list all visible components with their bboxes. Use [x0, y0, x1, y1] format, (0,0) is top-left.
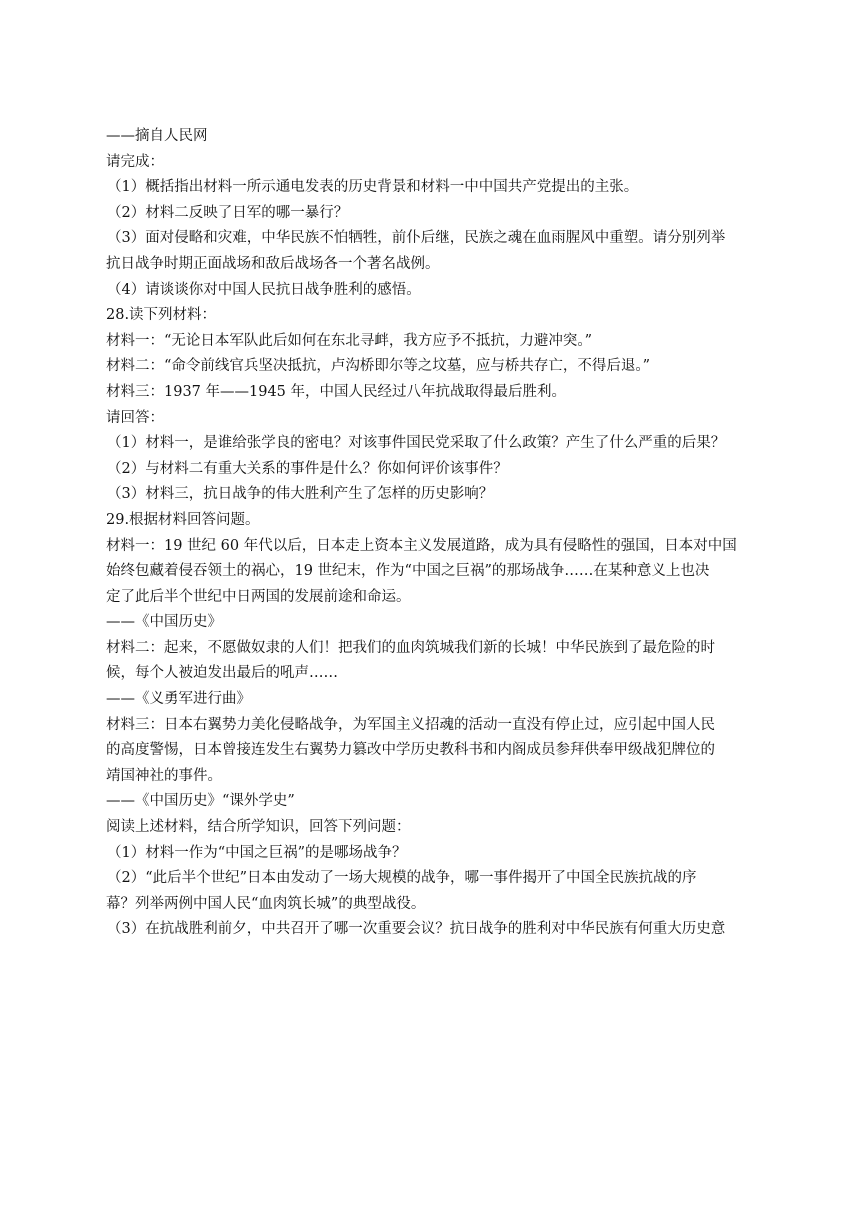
- source-line: ——《中国历史》“课外学史”: [106, 793, 295, 810]
- question-line: （2）“此后半个世纪”日本由发动了一场大规模的战争，哪一事件揭开了中国全民族抗战的序: [107, 870, 697, 887]
- material-line: 材料一：“无论日本军队此后如何在东北寻衅，我方应予不抵抗，力避冲突。”: [106, 332, 593, 349]
- question-line: （2）与材料二有重大关系的事件是什么？你如何评价该事件？: [107, 460, 508, 477]
- prompt-line: 请完成：: [106, 153, 164, 170]
- question-line: （4）请谈谈你对中国人民抗日战争胜利的感悟。: [107, 281, 421, 298]
- prompt-line: 请回答：: [106, 409, 164, 426]
- question-line: （1）概括指出材料一所示通电发表的历史背景和材料一中中国共产党提出的主张。: [107, 179, 639, 196]
- question-line: （3）在抗战胜利前夕，中共召开了哪一次重要会议？抗日战争的胜利对中华民族有何重大历史意: [107, 921, 726, 938]
- material-line-continued: 定了此后半个世纪中日两国的发展前途和命运。: [106, 588, 411, 605]
- material-line: 材料三：日本右翼势力美化侵略战争，为军国主义招魂的活动一直没有停止过，应引起中国人民: [106, 716, 715, 733]
- material-line: 材料二：起来，不愿做奴隶的人们！把我们的血肉筑城我们新的长城！中华民族到了最危险的时: [106, 639, 715, 656]
- question-heading-29: 29.根据材料回答问题。: [106, 511, 260, 528]
- document-page: [106, 124, 766, 943]
- question-line: （2）材料二反映了日军的哪一暴行？: [107, 204, 349, 221]
- material-line: 材料三：1937 年——1945 年，中国人民经过八年抗战取得最后胜利。: [106, 383, 567, 400]
- material-line-continued: 始终包藏着侵吞领土的祸心，19 世纪末，作为“中国之巨祸”的那场战争……在某种意义上也决: [106, 563, 710, 580]
- material-line: 材料一：19 世纪 60 年代以后，日本走上资本主义发展道路，成为具有侵略性的强国，日本对中国: [106, 537, 737, 554]
- material-line-continued: 的高度警惕，日本曾接连发生右翼势力篡改中学历史教科书和内阁成员参拜供奉甲级战犯牌位的: [106, 742, 715, 759]
- material-line: 材料二：“命令前线官兵坚决抵抗，卢沟桥即尔等之坟墓，应与桥共存亡，不得后退。”: [106, 358, 651, 375]
- question-line: （1）材料一，是谁给张学良的密电？对该事件国民党采取了什么政策？产生了什么严重的后果？: [107, 435, 726, 452]
- material-line-continued: 靖国神社的事件。: [106, 767, 222, 784]
- source-line: ——《义勇军进行曲》: [106, 691, 251, 708]
- question-line-continued: 幕？列举两例中国人民“血肉筑长城”的典型战役。: [106, 895, 426, 912]
- source-line: ——《中国历史》: [106, 614, 222, 631]
- question-line-continued: 抗日战争时期正面战场和敌后战场各一个著名战例。: [106, 255, 440, 272]
- question-line: （3）材料三，抗日战争的伟大胜利产生了怎样的历史影响？: [107, 486, 494, 503]
- material-line-continued: 候，每个人被迫发出最后的吼声……: [106, 665, 338, 682]
- question-line: （3）面对侵略和灾难，中华民族不怕牺牲，前仆后继，民族之魂在血雨腥风中重塑。请分别列举: [107, 230, 726, 247]
- prompt-line: 阅读上述材料，结合所学知识，回答下列问题：: [106, 819, 411, 836]
- question-heading-28: 28.读下列材料：: [106, 307, 217, 324]
- source-line: ——摘自人民网: [106, 128, 208, 144]
- question-line: （1）材料一作为“中国之巨祸”的是哪场战争？: [107, 844, 407, 861]
